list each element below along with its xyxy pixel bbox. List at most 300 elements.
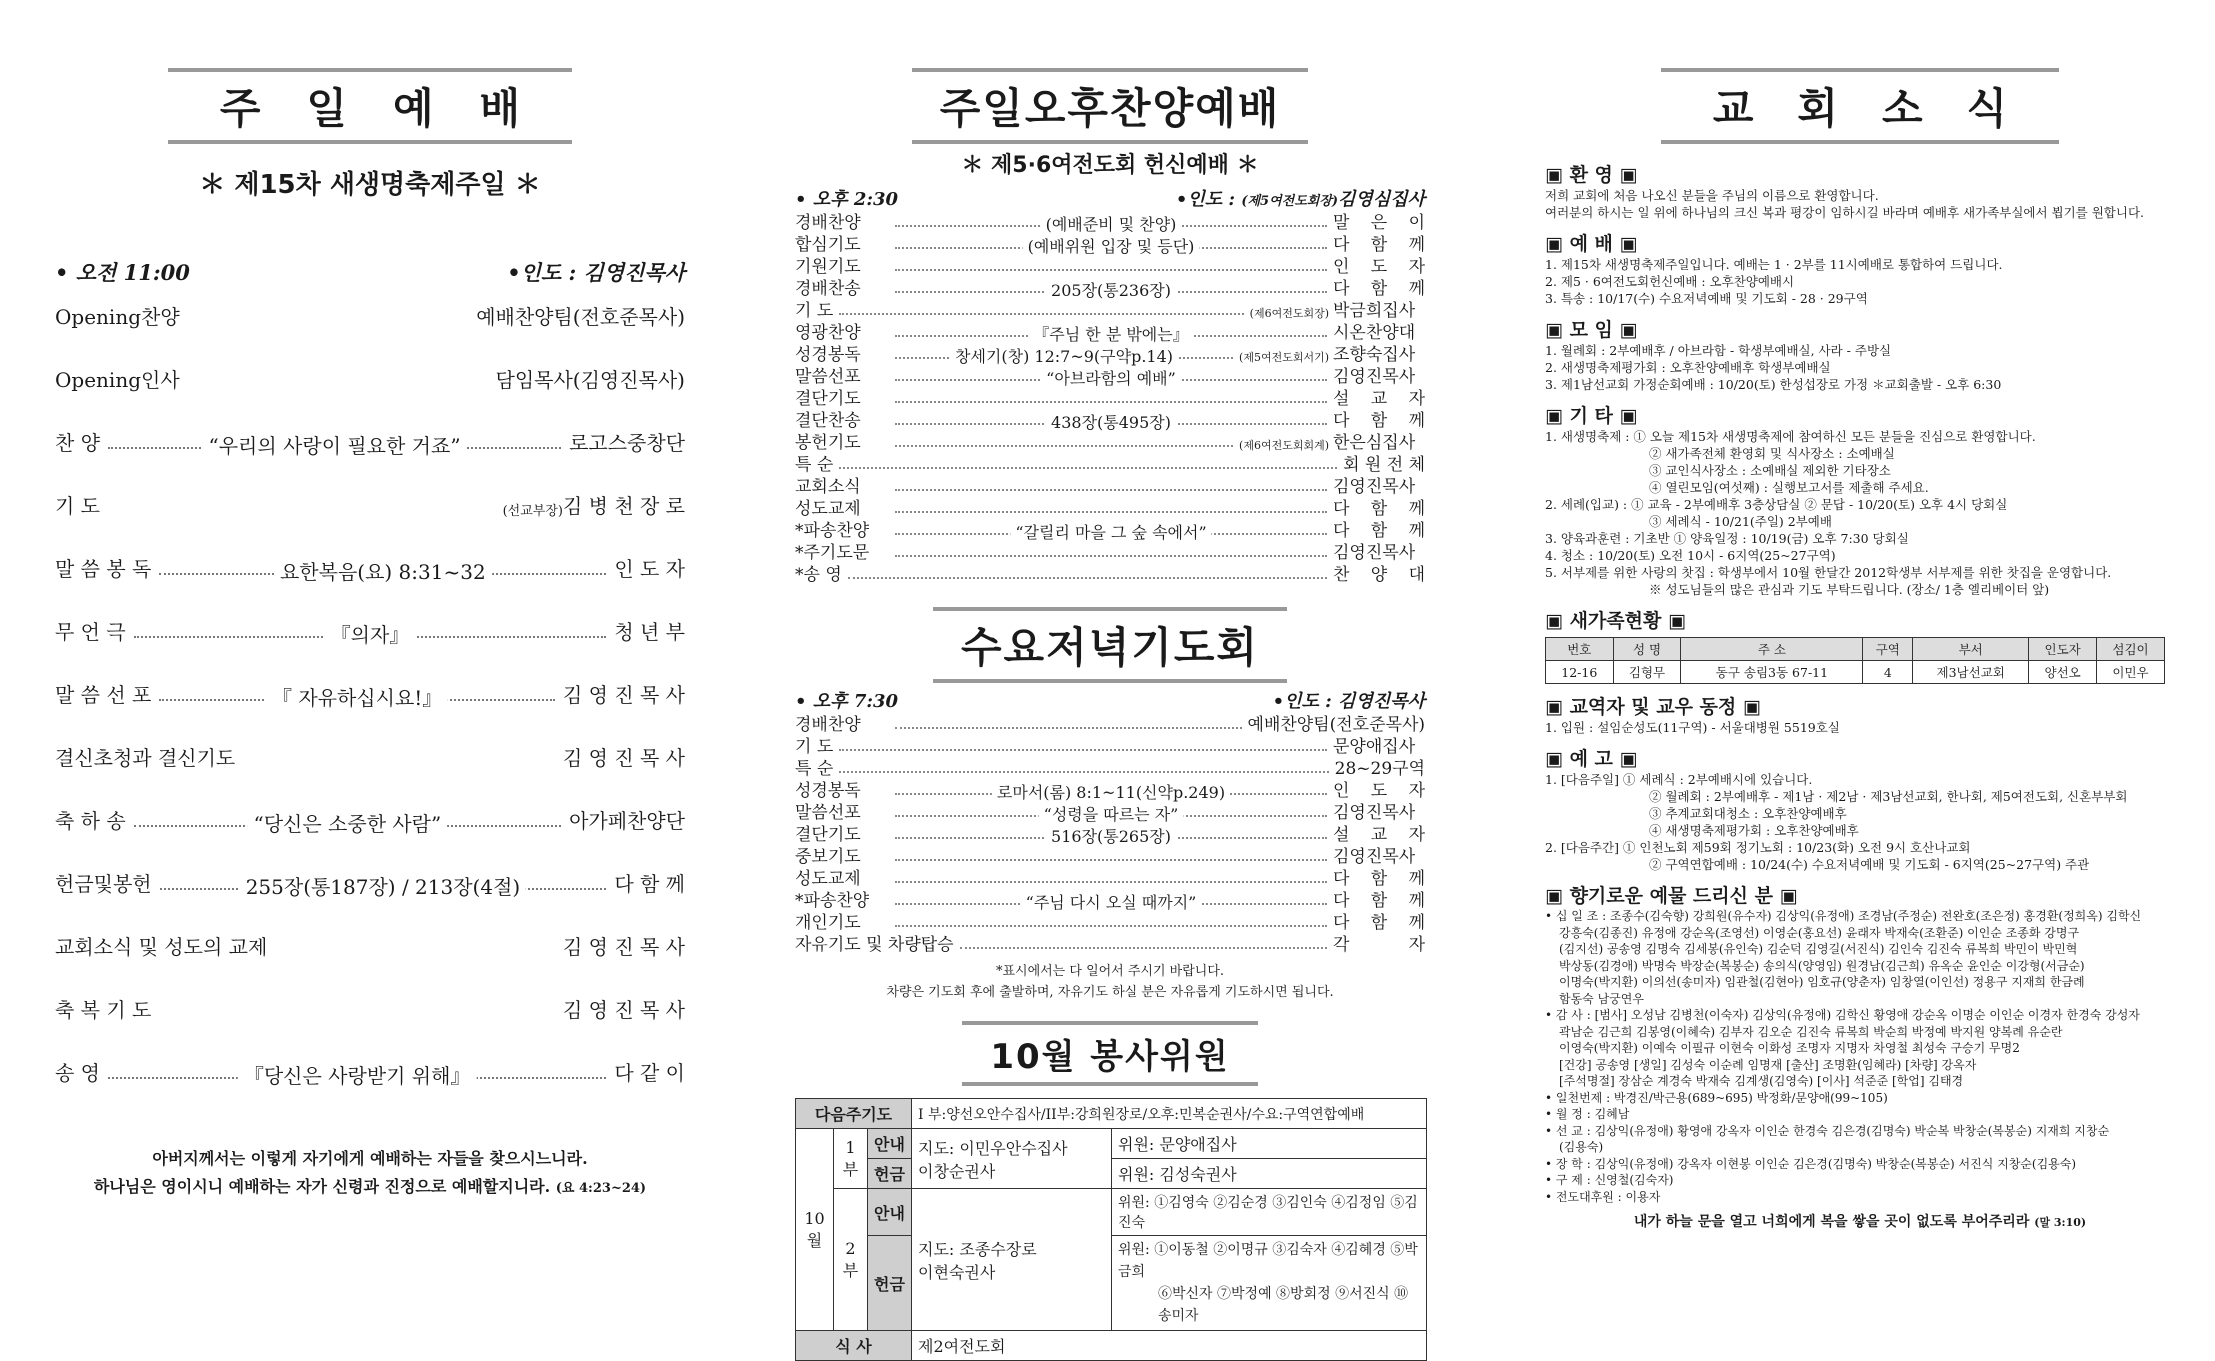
order-leader-dots — [243, 762, 555, 764]
afternoon-worship-time: • 오후 2:30 — [795, 189, 899, 210]
october-servers-table — [795, 1098, 1427, 1361]
order-label: 중보기도 — [795, 847, 861, 867]
order-leader-dots — [960, 947, 1327, 949]
news-line: 박상동(김경애) 박명숙 박장순(복봉순) 송의식(양영임) 원경남(김근희) 유옥순 윤인순 이강형(서금순) — [1559, 958, 2085, 973]
order-person: 김 영 진 목 사 — [562, 746, 685, 770]
order-row — [795, 321, 1425, 343]
news-line: • 선 교 : 김상익(유정애) 황영애 강옥자 이인순 한경숙 김은경(김명숙) 박순복 박창순(복봉순) 지재희 지창순 — [1545, 1123, 2110, 1138]
order-row — [795, 343, 1425, 365]
order-row — [55, 552, 685, 582]
order-person: 말 은 이 — [1333, 213, 1425, 233]
afternoon-worship-title-box — [795, 68, 1425, 144]
order-row — [795, 299, 1425, 321]
news-line: ④ 새생명축제평가회 : 오후찬양예배후 — [1649, 823, 1859, 838]
order-row — [795, 757, 1425, 779]
order-row — [55, 804, 685, 834]
order-leader-dots — [895, 523, 1327, 542]
etc-text — [1545, 428, 2175, 598]
order-person: 다 함 께 — [1333, 279, 1425, 299]
news-line: ③ 추계교회대청소 : 오후찬양예배후 — [1649, 806, 1847, 821]
order-label: Opening인사 — [55, 368, 180, 392]
order-content: 『의자』 — [325, 619, 416, 648]
meal-value: 제2여전도회 — [912, 1331, 1427, 1361]
sunday-worship-time-row — [55, 257, 685, 287]
order-person: 조향숙집사 — [1333, 345, 1416, 365]
order-person: 문양애집사 — [1333, 737, 1416, 757]
news-line: 2. 세례(입교) : ① 교육 - 2부예배후 3층상담실 ② 문답 - 10/20(토) 오후 4시 당회실 — [1545, 497, 2008, 512]
order-person: 회 원 전 체 — [1343, 455, 1425, 475]
order-leader-dots — [160, 875, 607, 899]
sunday-worship-column — [55, 0, 685, 1240]
wednesday-prayer-leader: •인도 : 김영진목사 — [1272, 691, 1425, 712]
worship-text — [1545, 256, 2175, 307]
news-line: [건강] 공송영 [생일] 김성숙 이순례 임명재 [출산] 조명환(임혜라) [차량] 강옥자 — [1559, 1057, 1977, 1072]
order-row — [55, 741, 685, 771]
new-family-heading: ▣ 새가족현황 ▣ — [1545, 610, 1686, 632]
order-leader-dots — [895, 347, 1233, 366]
order-person: 김영진목사 — [1333, 477, 1416, 497]
news-line: 3. 제1남선교회 가정순회예배 : 10/20(토) 한성섭장로 가정 ＊교회출발 - 오후 6:30 — [1545, 377, 2002, 392]
news-line: 저희 교회에 처음 나오신 분들을 주님의 이름으로 환영합니다. — [1545, 188, 1879, 203]
order-leader-dots — [895, 859, 1327, 861]
order-label: *주기도문 — [795, 543, 870, 563]
order-leader-dots — [159, 560, 606, 584]
order-person: 청 년 부 — [614, 620, 685, 644]
order-leader-dots — [134, 623, 607, 647]
part2-cell: 2부 — [834, 1189, 868, 1331]
sunday-worship-leader: •인도 : 김영진목사 — [507, 260, 685, 285]
order-row — [795, 867, 1425, 889]
order-leader-dots — [839, 771, 1328, 773]
order-leader-dots — [895, 401, 1327, 403]
order-leader-dots — [895, 555, 1327, 557]
news-line: 3. 특송 : 10/17(수) 수요저녁예배 및 기도회 - 28 · 29구역 — [1545, 291, 1868, 306]
order-leader-dots — [895, 325, 1327, 344]
order-leader-dots — [275, 951, 555, 953]
wednesday-notes — [795, 961, 1425, 1003]
order-person: 담임목사(김영진목사) — [495, 368, 685, 392]
part1-cell: 1부 — [834, 1129, 868, 1189]
order-label: 송 영 — [55, 1061, 100, 1085]
order-person: 김 병 천 장 로 — [562, 494, 685, 518]
order-label: 성경봉독 — [795, 345, 861, 365]
news-line: 이영숙(박지환) 이예숙 이필규 이현숙 이화성 조명자 지명자 차영철 최성숙 구승기 무명2 — [1559, 1041, 2020, 1055]
part1-offering-members: 위원: 김성숙권사 — [1112, 1159, 1427, 1189]
news-line: • 구 제 : 신영철(김숙자) — [1545, 1173, 1674, 1187]
order-row — [795, 453, 1425, 475]
order-label: 특 순 — [795, 759, 834, 779]
wednesday-prayer-order — [795, 713, 1425, 955]
order-label: 성도교제 — [795, 869, 861, 889]
church-news-title-box — [1545, 68, 2175, 144]
order-leader-dots — [895, 727, 1242, 729]
order-role: (제6여전도회회계) — [1239, 439, 1329, 452]
order-person: 시온찬양대 — [1333, 323, 1416, 343]
table-cell: 12-16 — [1546, 661, 1614, 684]
order-label: 성도교제 — [795, 499, 861, 519]
order-label: 교회소식 — [795, 477, 861, 497]
order-label: 합심기도 — [795, 235, 861, 255]
afternoon-worship-leader: •인도 : (제5여전도회장)김영심집사 — [1175, 189, 1425, 210]
table-header-cell: 주 소 — [1681, 638, 1863, 661]
order-row — [55, 489, 685, 519]
order-label: 영광찬양 — [795, 323, 861, 343]
order-person: 아가페찬양단 — [569, 809, 685, 833]
order-person: 다 함 께 — [1333, 499, 1425, 519]
order-label: 자유기도 및 차량탑승 — [795, 935, 954, 955]
order-row — [795, 519, 1425, 541]
part1-offering-label: 헌금 — [868, 1159, 912, 1189]
news-line: 5. 서부제를 위한 사랑의 찻집 : 학생부에서 10월 한달간 2012학생부 서부제를 위한 찻집을 운영합니다. — [1545, 565, 2112, 580]
order-row — [795, 713, 1425, 735]
order-content: 『당신은 사랑받기 위해』 — [238, 1060, 477, 1089]
meeting-text — [1545, 342, 2175, 393]
order-person: 다 함 께 — [614, 872, 685, 896]
order-label: 기 도 — [795, 301, 834, 321]
offering-heading: ▣ 향기로운 예물 드리신 분 ▣ — [1545, 885, 1798, 907]
october-servers-title: 10월 봉사위원 — [962, 1021, 1257, 1086]
order-label: 헌금및봉헌 — [55, 872, 152, 896]
order-role: (선교부장) — [502, 504, 563, 519]
order-label: 기원기도 — [795, 257, 861, 277]
news-line: 함동숙 남궁연우 — [1559, 991, 1644, 1006]
order-person: 예배찬양팀(전호준목사) — [1247, 715, 1425, 735]
news-line: 1. [다음주일] ① 세례식 : 2부예배시에 있습니다. — [1545, 772, 1813, 787]
order-label: 경배찬양 — [795, 715, 861, 735]
order-leader-dots — [839, 749, 1327, 751]
order-row — [55, 993, 685, 1023]
part1-guide-label: 안내 — [868, 1129, 912, 1159]
order-content: (예배위원 입장 및 등단) — [1023, 234, 1200, 257]
month-cell: 10월 — [796, 1129, 834, 1331]
order-label: 결단기도 — [795, 389, 861, 409]
order-leader-dots — [895, 445, 1233, 447]
order-content: “당신은 소중한 사람” — [248, 808, 448, 837]
table-header-cell: 번호 — [1546, 638, 1614, 661]
new-family-header-row — [1546, 638, 2165, 661]
order-leader-dots — [895, 369, 1327, 388]
order-content: “주님 다시 오실 때까지” — [1021, 890, 1202, 913]
order-row — [55, 426, 685, 456]
order-leader-dots — [895, 805, 1327, 824]
order-person: 다 함 께 — [1333, 869, 1425, 889]
order-content: “아브라함의 예배” — [1041, 366, 1181, 389]
order-person: 김 영 진 목 사 — [562, 683, 685, 707]
order-leader-dots — [188, 321, 469, 323]
news-line: • 일천번제 : 박경진/박근용(689~695) 박정화/문양애(99~105) — [1545, 1090, 1888, 1105]
table-cell: 김형무 — [1613, 661, 1681, 684]
order-leader-dots — [895, 281, 1327, 300]
order-label: 축 하 송 — [55, 809, 126, 833]
order-leader-dots — [159, 686, 555, 710]
footer-verse-line1: 아버지께서는 이렇게 자기에게 예배하는 자들을 찾으시느니라. — [152, 1149, 588, 1168]
order-label: 봉헌기도 — [795, 433, 861, 453]
news-line: ※ 성도님들의 많은 관심과 기도 부탁드립니다. (장소/ 1층 엘리베이터 앞) — [1649, 582, 2050, 597]
order-person: 다 함 께 — [1333, 235, 1425, 255]
news-line: ② 월례회 : 2부예배후 - 제1남 · 제2남 · 제3남선교회, 한나회, 제5여전도회, 신혼부부회 — [1649, 789, 2128, 804]
sunday-worship-title: 주일예배 — [168, 68, 572, 144]
news-line: • 장 학 : 김상익(유정애) 강옥자 이현봉 이인순 김은경(김명숙) 박창순(복봉순) 서진식 지창순(김용숙) — [1545, 1156, 2077, 1171]
order-person: 김 영 진 목 사 — [562, 935, 685, 959]
order-leader-dots — [108, 434, 561, 458]
order-person: 설 교 자 — [1333, 389, 1425, 409]
order-person: 박금희집사 — [1333, 301, 1416, 321]
afternoon-worship-subtitle: ＊ 제5·6여전도회 헌신예배 ＊ — [961, 153, 1259, 178]
order-content: 요한복음(요) 8:31~32 — [274, 556, 492, 585]
table-header-cell: 인도자 — [2029, 638, 2097, 661]
part2-guide-members: 위원: ①김영숙 ②김순경 ③김인숙 ④김정임 ⑤김진숙 — [1112, 1189, 1427, 1236]
order-label: 경배찬송 — [795, 279, 861, 299]
order-person: 28~29구역 — [1334, 759, 1425, 779]
order-leader-dots — [895, 893, 1327, 912]
order-person: 김영진목사 — [1333, 367, 1416, 387]
order-leader-dots — [159, 1014, 555, 1016]
order-row — [795, 845, 1425, 867]
order-person: 인 도 자 — [1333, 781, 1425, 801]
church-news-body — [1545, 160, 2175, 1231]
part2-offering-members: 위원: ①이동철 ②이명규 ③김숙자 ④김혜경 ⑤박금희 ⑥박신자 ⑦박정예 ⑧방회정 ⑨서진식 ⑩송미자 — [1112, 1236, 1427, 1331]
news-line: 1. 제15차 새생명축제주일입니다. 예배는 1 · 2부를 11시예배로 통합하여 드립니다. — [1545, 257, 2003, 272]
news-line: 이명숙(박지환) 이의선(송미자) 임관철(김현아) 임호규(양춘자) 임창열(이인선) 정용구 지재희 한금례 — [1559, 975, 2085, 989]
table-cell: 이민우 — [2097, 661, 2165, 684]
etc-heading: ▣ 기 타 ▣ — [1545, 405, 1638, 427]
order-row — [795, 735, 1425, 757]
afternoon-worship-column — [795, 0, 1425, 1356]
afternoon-worship-order — [795, 211, 1425, 585]
order-row — [795, 823, 1425, 845]
wednesday-prayer-title-box — [795, 607, 1425, 683]
welcome-heading: ▣ 환 영 ▣ — [1545, 164, 1638, 186]
order-leader-dots — [134, 812, 561, 836]
order-label: *파송찬양 — [795, 521, 870, 541]
order-person: 김 영 진 목 사 — [562, 998, 685, 1022]
table-cell: 4 — [1863, 661, 1913, 684]
order-content: “우리의 사랑이 필요한 거죠” — [203, 430, 467, 459]
order-row — [55, 615, 685, 645]
order-leader-dots — [895, 269, 1327, 271]
news-line: (김지선) 공송영 김명숙 김세봉(유인숙) 김순덕 김영길(서진식) 김인숙 김진숙 류복희 박민이 박민혁 — [1559, 942, 2078, 956]
part1-guide-members: 위원: 문양애집사 — [1112, 1129, 1427, 1159]
notice-heading: ▣ 예 고 ▣ — [1545, 748, 1638, 770]
news-line: • 십 일 조 : 조종수(김숙향) 강희원(유수자) 김상익(유정애) 조경남(주정순) 전완호(조은정) 홍경환(정희옥) 김학신 — [1545, 909, 2142, 923]
order-label: 기 도 — [795, 737, 834, 757]
table-header-cell: 섬김이 — [2097, 638, 2165, 661]
order-row — [55, 867, 685, 897]
part1-leaders: 지도: 이민우안수집사 이창순권사 — [912, 1129, 1112, 1189]
new-family-table — [1545, 637, 2165, 684]
part2-offering-label: 헌금 — [868, 1236, 912, 1331]
order-row — [795, 211, 1425, 233]
order-role: (제5여전도회서기) — [1239, 351, 1329, 364]
order-row — [55, 678, 685, 708]
news-line: • 월 정 : 김혜남 — [1545, 1107, 1630, 1121]
part2-leaders: 지도: 조종수장로 이현숙권사 — [912, 1189, 1112, 1331]
news-line: 1. 새생명축제 : ① 오늘 제15차 새생명축제에 참여하신 모든 분들을 진심으로 환영합니다. — [1545, 429, 2036, 444]
order-person: 설 교 자 — [1333, 825, 1425, 845]
news-line: 4. 청소 : 10/20(토) 오전 10시 - 6지역(25~27구역) — [1545, 548, 1836, 563]
order-row — [795, 277, 1425, 299]
news-line: 강흥숙(김종진) 유정애 강순옥(조영선) 이영순(홍요선) 윤래자 박재숙(조환준) 이인순 조종화 강명구 — [1559, 925, 2080, 940]
order-label: 결단찬송 — [795, 411, 861, 431]
order-label: 말 씀 봉 독 — [55, 557, 152, 581]
order-leader-dots — [839, 313, 1243, 315]
order-row — [795, 563, 1425, 585]
order-leader-dots — [895, 413, 1327, 432]
order-row — [55, 1056, 685, 1086]
order-row — [55, 300, 685, 330]
order-role: (제6여전도회장) — [1249, 307, 1329, 320]
order-person: 김영진목사 — [1333, 847, 1416, 867]
order-content: 438장(통495장) — [1046, 410, 1176, 433]
news-line: (김용숙) — [1559, 1140, 1604, 1154]
order-row — [795, 933, 1425, 955]
table-header-cell: 부서 — [1913, 638, 2029, 661]
order-leader-dots — [108, 510, 495, 512]
news-line: [주석명절] 장삼순 계경숙 박재숙 김계생(김영숙) [이사] 석준준 [학업] 김태경 — [1559, 1074, 1964, 1088]
order-content: 516장(통265장) — [1046, 824, 1176, 847]
table-cell: 제3남선교회 — [1913, 661, 2029, 684]
order-content: 255장(통187장) / 213장(4절) — [240, 871, 527, 900]
order-label: 말씀선포 — [795, 803, 861, 823]
order-leader-dots — [895, 511, 1327, 513]
sunday-worship-subtitle: ＊ 제15차 새생명축제주일 ＊ — [199, 170, 541, 200]
news-line: 1. 월례회 : 2부예배후 / 아브라함 - 학생부예배실, 사라 - 주방실 — [1545, 343, 1892, 358]
order-person: 로고스중창단 — [569, 431, 685, 455]
order-person: 한은심집사 — [1333, 433, 1416, 453]
order-label: 특 순 — [795, 455, 834, 475]
next-week-prayer-label: 다음주기도 — [796, 1099, 912, 1129]
order-content: 로마서(롬) 8:1~11(신약p.249) — [992, 780, 1230, 803]
order-label: 말씀선포 — [795, 367, 861, 387]
order-leader-dots — [895, 925, 1327, 927]
news-line: ④ 열린모임(여섯째) : 실행보고서를 제출해 주세요. — [1649, 480, 1929, 495]
order-label: 찬 양 — [55, 431, 100, 455]
news-line: ② 구역연합예배 : 10/24(수) 수요저녁예배 및 기도회 - 6지역(25~27구역) 주관 — [1649, 857, 2090, 872]
order-person: 김영진목사 — [1333, 543, 1416, 563]
order-row — [795, 801, 1425, 823]
order-row — [795, 889, 1425, 911]
order-person: 찬 양 대 — [1333, 565, 1425, 585]
standing-note: *표시에서는 다 일어서 주시기 바랍니다. — [995, 964, 1225, 979]
staff-news-text: 1. 입원 : 설임순성도(11구역) - 서울대병원 5519호실 — [1545, 720, 1840, 735]
welcome-text — [1545, 187, 2175, 221]
table-header-cell: 구역 — [1863, 638, 1913, 661]
order-person: 인 도 자 — [614, 557, 685, 581]
sunday-worship-title-box — [55, 68, 685, 144]
table-cell: 동구 송림3동 67-11 — [1681, 661, 1863, 684]
meeting-heading: ▣ 모 임 ▣ — [1545, 319, 1638, 341]
news-line: • 전도대후원 : 이용자 — [1545, 1189, 1661, 1204]
order-row — [55, 363, 685, 393]
footer-verse-line2: 하나님은 영이시니 예배하는 자가 신령과 진정으로 예배할지니라. (요 4:23~24) — [93, 1177, 647, 1196]
order-leader-dots — [895, 881, 1327, 883]
afternoon-worship-title: 주일오후찬양예배 — [912, 68, 1309, 144]
staff-news-heading: ▣ 교역자 및 교우 동정 ▣ — [1545, 696, 1761, 718]
order-person: 김영진목사 — [1333, 803, 1416, 823]
order-label: 기 도 — [55, 494, 100, 518]
table-cell: 양선오 — [2029, 661, 2097, 684]
table-header-cell: 성 명 — [1613, 638, 1681, 661]
vehicle-note: 차량은 기도회 후에 출발하며, 자유기도 하실 분은 자유롭게 기도하시면 됩니다. — [886, 985, 1334, 1000]
news-line: 3. 양육과훈련 : 기초반 ① 양육일정 : 10/19(금) 오후 7:30 당회실 — [1545, 531, 1909, 546]
part2-guide-label: 안내 — [868, 1189, 912, 1236]
order-row — [55, 930, 685, 960]
order-label: 경배찬양 — [795, 213, 861, 233]
order-row — [795, 475, 1425, 497]
order-row — [795, 365, 1425, 387]
news-line: • 감 사 : [범사] 오성남 김병천(이숙자) 김상익(유정애) 김학신 황영애 강순옥 이명순 이인순 이경자 한경숙 강성자 — [1545, 1008, 2140, 1022]
order-label: Opening찬양 — [55, 305, 180, 329]
order-label: 교회소식 및 성도의 교제 — [55, 935, 268, 959]
sunday-worship-time: • 오전 11:00 — [55, 260, 190, 285]
meal-label: 식 사 — [796, 1331, 912, 1361]
order-label: 무 언 극 — [55, 620, 126, 644]
worship-heading: ▣ 예 배 ▣ — [1545, 233, 1638, 255]
order-row — [795, 779, 1425, 801]
order-person: 인 도 자 — [1333, 257, 1425, 277]
order-content: “성령을 따르는 자” — [1039, 802, 1184, 825]
order-leader-dots — [895, 215, 1327, 234]
order-person: 다 함 께 — [1333, 913, 1425, 933]
church-news-footer: 내가 하늘 문을 열고 너희에게 복을 쌓을 곳이 없도록 부어주리라 (말 3:10) — [1633, 1214, 2087, 1230]
church-news-title: 교회소식 — [1661, 68, 2059, 144]
order-person: 예배찬양팀(전호준목사) — [476, 305, 685, 329]
order-leader-dots — [848, 577, 1327, 579]
order-content: 205장(통236장) — [1046, 278, 1176, 301]
wednesday-prayer-title: 수요저녁기도회 — [933, 607, 1287, 683]
order-row — [795, 233, 1425, 255]
order-person: 다 함 께 — [1333, 411, 1425, 431]
order-label: 성경봉독 — [795, 781, 861, 801]
order-row — [795, 409, 1425, 431]
news-line: 2. 제5 · 6여전도회헌신예배 : 오후찬양예배시 — [1545, 274, 1795, 289]
new-family-row — [1546, 661, 2165, 684]
order-leader-dots — [895, 783, 1327, 802]
order-row — [795, 541, 1425, 563]
news-line: 2. [다음주간] ① 인천노회 제59회 정기노회 : 10/23(화) 오전 9시 호산나교회 — [1545, 840, 1971, 855]
order-row — [795, 431, 1425, 453]
order-content: (예배준비 및 찬양) — [1041, 212, 1182, 235]
order-person: 각 자 — [1333, 935, 1425, 955]
order-leader-dots — [188, 384, 488, 386]
order-label: *파송찬양 — [795, 891, 870, 911]
order-leader-dots — [895, 489, 1327, 491]
church-news-column — [1545, 0, 2175, 1240]
order-label: 결신초청과 결신기도 — [55, 746, 236, 770]
order-leader-dots — [108, 1064, 606, 1088]
order-person: 다 같 이 — [614, 1061, 685, 1085]
news-line: 여러분의 하시는 일 위에 하나님의 크신 복과 평강이 임하시길 바라며 예배후 새가족부실에서 뵙기를 원합니다. — [1545, 205, 2145, 220]
news-line: ③ 세례식 - 10/21(주일) 2부예배 — [1649, 514, 1832, 529]
order-row — [795, 387, 1425, 409]
october-servers-title-box — [795, 1021, 1425, 1086]
order-leader-dots — [895, 237, 1327, 256]
order-row — [795, 497, 1425, 519]
order-content: 『 자유하십시요!』 — [266, 682, 448, 711]
order-content: 『주님 한 분 밖에는』 — [1028, 322, 1193, 345]
news-line: ② 새가족전체 환영회 및 식사장소 : 소예배실 — [1649, 446, 1895, 461]
order-label: *송 영 — [795, 565, 842, 585]
wednesday-prayer-time: • 오후 7:30 — [795, 691, 899, 712]
order-leader-dots — [839, 467, 1337, 469]
order-person: 다 함 께 — [1333, 891, 1425, 911]
order-label: 개인기도 — [795, 913, 861, 933]
notice-text — [1545, 771, 2175, 873]
news-line: ③ 교인식사장소 : 소예배실 제외한 기타장소 — [1649, 463, 1891, 478]
offering-text — [1545, 908, 2175, 1205]
next-week-prayer-value: I 부:양선오안수집사/II부:강희원장로/오후:민복순권사/수요:구역연합예배 — [912, 1099, 1427, 1129]
order-content: 창세기(창) 12:7~9(구약p.14) — [950, 344, 1178, 367]
